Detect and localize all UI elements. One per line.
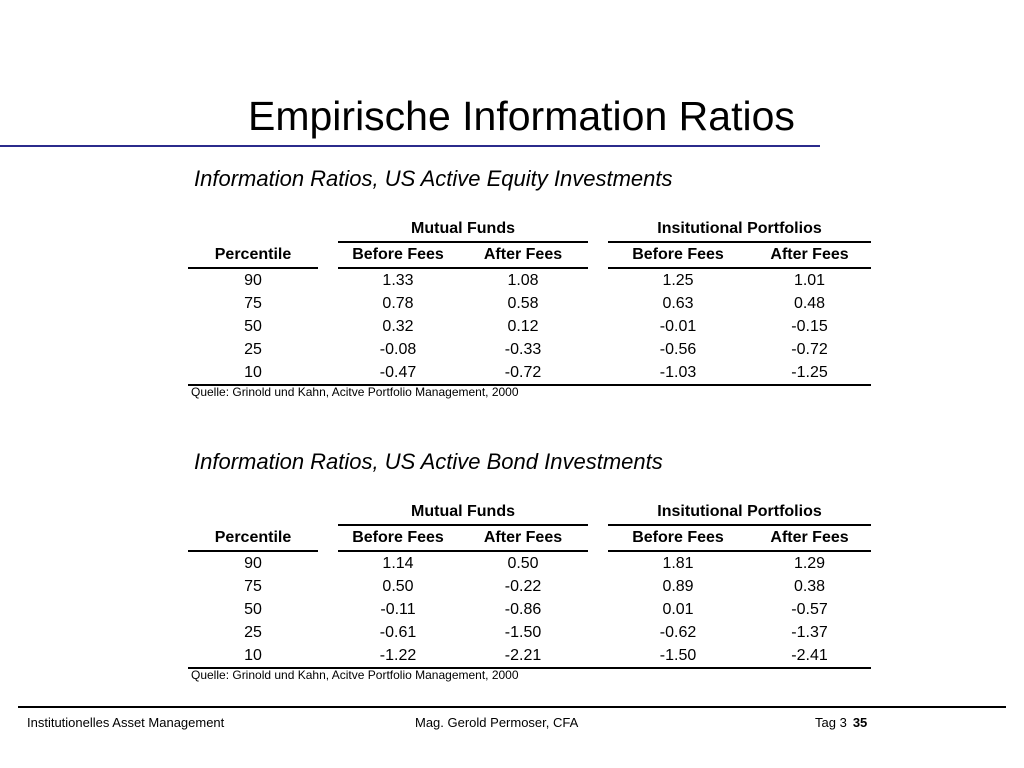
ip-after-fees-cell: 1.29 [793,555,826,572]
column-header-mf-before-fees: Before Fees [338,242,458,268]
mf-before-fees-cell: 0.78 [382,295,414,312]
table-row [188,621,871,644]
gap-cell [588,361,608,385]
mf-before-fees-cell: 1.33 [382,272,414,289]
gap-cell [318,292,338,315]
footer-divider [18,706,1006,708]
gap-cell [588,551,608,575]
gap-cell [318,598,338,621]
column-header-ip-before-fees: Before Fees [608,242,748,268]
gap-cell [588,644,608,668]
ip-after-fees-cell: -0.72 [791,341,828,358]
percentile-cell: 25 [244,341,262,358]
group-header-gap [318,500,338,525]
ip-before-fees-cell: -1.03 [608,361,748,385]
gap-cell [318,621,338,644]
gap-cell [318,315,338,338]
ip-before-fees-cell: 1.81 [662,555,694,572]
mf-after-fees-cell: -2.21 [458,644,588,668]
table-row [188,575,871,598]
gap-cell [318,575,338,598]
gap-cell [588,338,608,361]
gap-cell [588,315,608,338]
group-header-row [188,500,871,525]
ip-after-fees-cell: -0.57 [791,601,828,618]
ip-before-fees-cell: 0.89 [662,578,694,595]
mf-before-fees-cell: 0.32 [382,318,414,335]
mf-before-fees-cell: -0.08 [379,341,417,358]
ip-before-fees-cell: -0.56 [659,341,697,358]
table-row [188,338,871,361]
page-number: 35 [852,715,868,730]
group-header-gap [588,500,608,525]
ip-after-fees-cell: -0.15 [791,318,828,335]
bond-ratio-table [188,500,871,669]
table-row [188,292,871,315]
ip-before-fees-cell: -0.62 [659,624,697,641]
group-header-empty [188,500,318,525]
group-header-mutual-funds: Mutual Funds [338,217,588,242]
slide-title: Empirische Information Ratios [248,93,795,139]
column-header-gap [318,525,338,551]
column-header-mf-after-fees: After Fees [458,525,588,551]
ip-before-fees-cell: -1.50 [608,644,748,668]
footer-author: Mag. Gerold Permoser, CFA [415,715,579,730]
group-header-institutional: Insitutional Portfolios [608,500,871,525]
equity-source-note: Quelle: Grinold und Kahn, Acitve Portfolio Management, 2000 [191,385,519,399]
equity-ratio-table [188,217,871,386]
mf-after-fees-cell: 0.58 [507,295,539,312]
footer-page-info [815,714,867,732]
ip-before-fees-cell: 1.25 [662,272,694,289]
percentile-cell: 10 [188,644,318,668]
gap-cell [588,598,608,621]
column-header-gap [588,242,608,268]
table-row [188,644,871,668]
mf-before-fees-cell: -1.22 [338,644,458,668]
mf-after-fees-cell: 0.50 [507,555,539,572]
ip-after-fees-cell: 0.48 [793,295,826,312]
gap-cell [318,338,338,361]
column-header-mf-before-fees: Before Fees [338,525,458,551]
mf-before-fees-cell: -0.11 [380,601,416,618]
column-header-gap [588,525,608,551]
gap-cell [318,361,338,385]
column-header-row [188,525,871,551]
ip-before-fees-cell: 0.01 [662,601,694,618]
group-header-institutional: Insitutional Portfolios [608,217,871,242]
column-header-mf-after-fees: After Fees [458,242,588,268]
percentile-cell: 90 [244,555,262,572]
ip-after-fees-cell: -1.37 [791,624,828,641]
percentile-cell: 75 [244,295,262,312]
gap-cell [588,268,608,292]
table-row [188,598,871,621]
mf-before-fees-cell: 1.14 [382,555,414,572]
footer-day: Tag 3 [815,715,847,730]
column-header-gap [318,242,338,268]
bond-table-heading: Information Ratios, US Active Bond Investments [194,449,663,474]
ip-after-fees-cell: -1.25 [748,361,871,385]
mf-after-fees-cell: -0.22 [504,578,542,595]
mf-before-fees-cell: 0.50 [382,578,414,595]
gap-cell [588,575,608,598]
percentile-cell: 10 [188,361,318,385]
ip-before-fees-cell: 0.63 [662,295,694,312]
gap-cell [318,268,338,292]
mf-after-fees-cell: -1.50 [504,624,542,641]
column-header-ip-after-fees: After Fees [748,242,871,268]
bond-source-note: Quelle: Grinold und Kahn, Acitve Portfolio Management, 2000 [191,668,519,682]
gap-cell [318,644,338,668]
column-header-ip-after-fees: After Fees [748,525,871,551]
percentile-cell: 50 [244,318,262,335]
gap-cell [318,551,338,575]
ip-after-fees-cell: 1.01 [793,272,826,289]
group-header-empty [188,217,318,242]
percentile-cell: 90 [244,272,262,289]
footer-course-title: Institutionelles Asset Management [27,715,225,730]
percentile-cell: 75 [244,578,262,595]
mf-after-fees-cell: -0.72 [458,361,588,385]
mf-before-fees-cell: -0.47 [338,361,458,385]
gap-cell [588,292,608,315]
mf-after-fees-cell: -0.86 [504,601,542,618]
mf-before-fees-cell: -0.61 [379,624,417,641]
gap-cell [588,621,608,644]
equity-table-heading: Information Ratios, US Active Equity Investments [194,166,673,191]
column-header-percentile: Percentile [188,525,318,551]
percentile-cell: 25 [244,624,262,641]
ip-before-fees-cell: -0.01 [659,318,697,335]
table-row [188,315,871,338]
percentile-cell: 50 [244,601,262,618]
column-header-row [188,242,871,268]
column-header-percentile: Percentile [188,242,318,268]
mf-after-fees-cell: -0.33 [504,341,542,358]
group-header-mutual-funds: Mutual Funds [338,500,588,525]
ip-after-fees-cell: -2.41 [748,644,871,668]
group-header-gap [318,217,338,242]
group-header-row [188,217,871,242]
mf-after-fees-cell: 1.08 [507,272,539,289]
table-row [188,551,871,575]
ip-after-fees-cell: 0.38 [793,578,826,595]
mf-after-fees-cell: 0.12 [507,318,539,335]
column-header-ip-before-fees: Before Fees [608,525,748,551]
table-row [188,361,871,385]
group-header-gap [588,217,608,242]
title-divider [0,145,820,147]
table-row [188,268,871,292]
